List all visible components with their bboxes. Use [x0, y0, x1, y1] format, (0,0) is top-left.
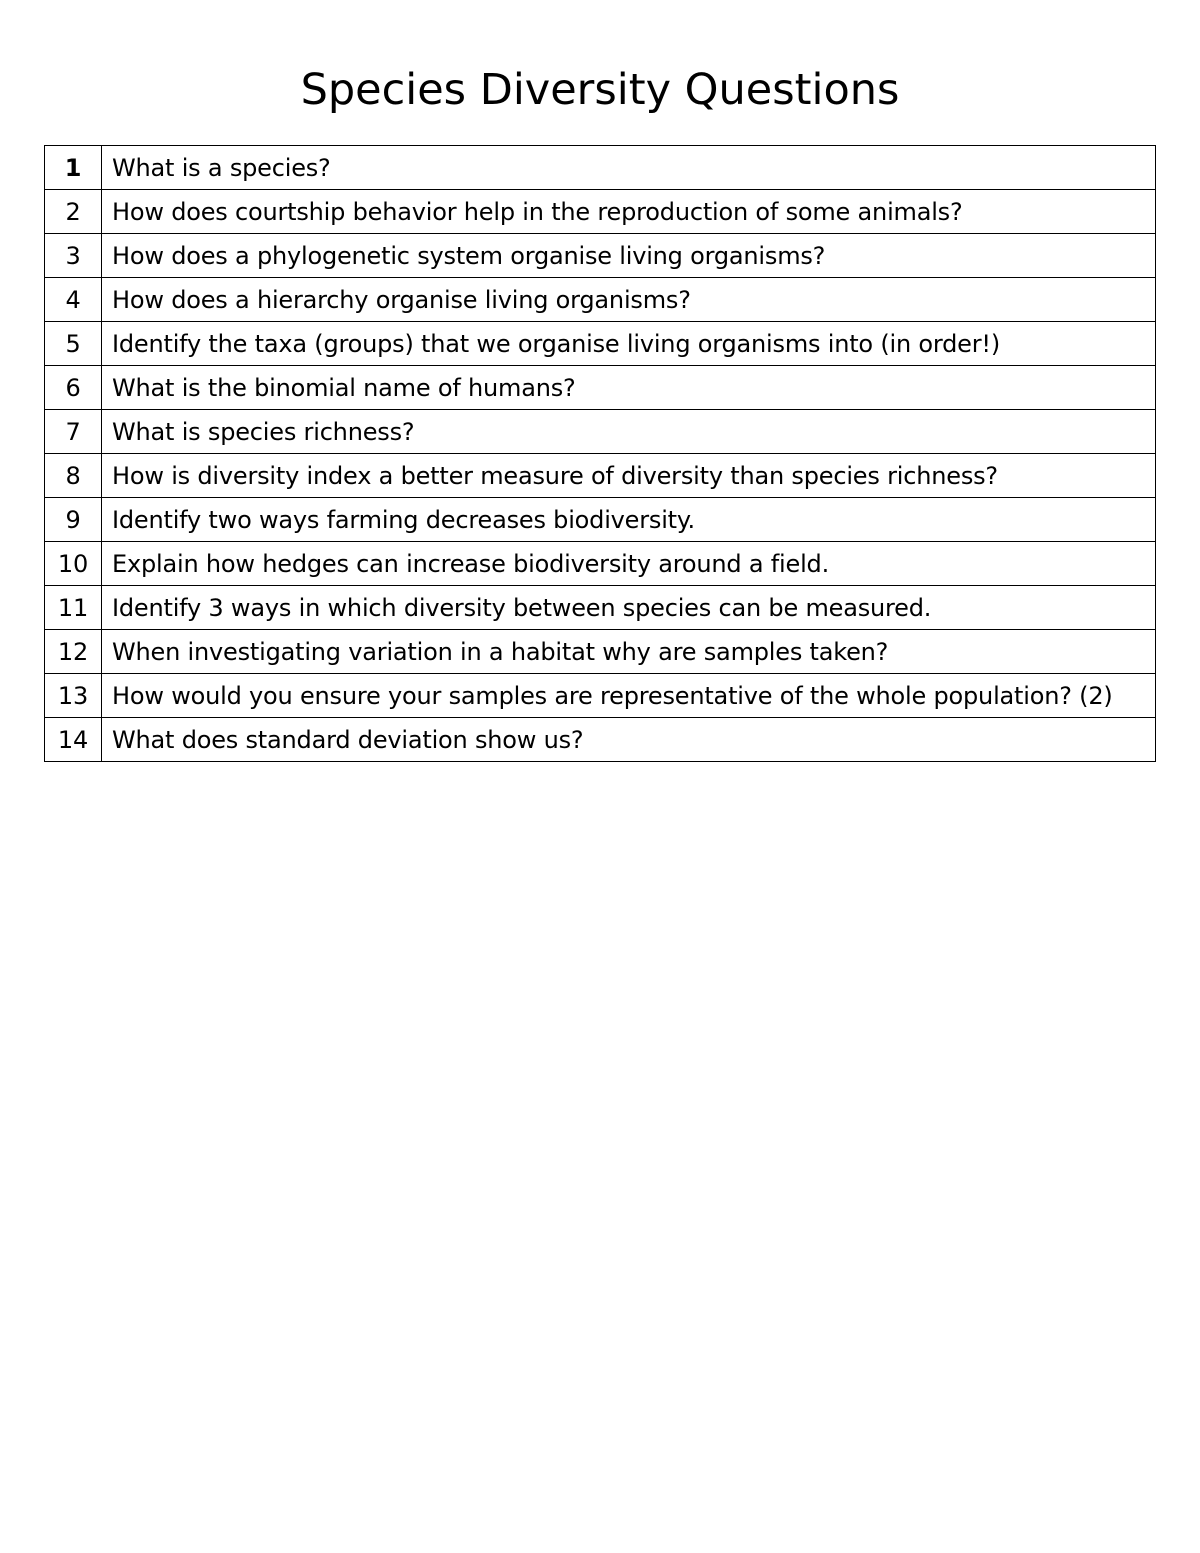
question-number: 7 [45, 410, 102, 454]
question-number: 4 [45, 278, 102, 322]
question-text: Explain how hedges can increase biodiversity around a field. [102, 542, 1156, 586]
table-row [45, 454, 1156, 498]
table-row [45, 146, 1156, 190]
table-row [45, 322, 1156, 366]
table-row [45, 498, 1156, 542]
question-text: How does a hierarchy organise living organisms? [102, 278, 1156, 322]
question-number: 2 [45, 190, 102, 234]
question-text: Identify 3 ways in which diversity between species can be measured. [102, 586, 1156, 630]
table-row [45, 718, 1156, 762]
table-row [45, 278, 1156, 322]
question-text: How would you ensure your samples are representative of the whole population? (2) [102, 674, 1156, 718]
questions-table [44, 145, 1156, 762]
table-row [45, 630, 1156, 674]
question-number: 12 [45, 630, 102, 674]
question-text: What does standard deviation show us? [102, 718, 1156, 762]
question-text: How does courtship behavior help in the reproduction of some animals? [102, 190, 1156, 234]
question-text: How is diversity index a better measure of diversity than species richness? [102, 454, 1156, 498]
question-number: 1 [45, 146, 102, 190]
question-number: 8 [45, 454, 102, 498]
table-row [45, 542, 1156, 586]
table-row [45, 674, 1156, 718]
table-row [45, 586, 1156, 630]
table-row [45, 410, 1156, 454]
question-number: 14 [45, 718, 102, 762]
question-text: Identify the taxa (groups) that we organise living organisms into (in order!) [102, 322, 1156, 366]
question-text: Identify two ways farming decreases biodiversity. [102, 498, 1156, 542]
question-text: What is a species? [102, 146, 1156, 190]
table-row [45, 366, 1156, 410]
page-title: Species Diversity Questions [300, 65, 900, 115]
table-row [45, 234, 1156, 278]
question-number: 13 [45, 674, 102, 718]
question-text: When investigating variation in a habitat why are samples taken? [102, 630, 1156, 674]
question-number: 10 [45, 542, 102, 586]
question-text: How does a phylogenetic system organise living organisms? [102, 234, 1156, 278]
question-number: 5 [45, 322, 102, 366]
question-number: 3 [45, 234, 102, 278]
table-row [45, 190, 1156, 234]
question-text: What is species richness? [102, 410, 1156, 454]
question-number: 9 [45, 498, 102, 542]
question-number: 11 [45, 586, 102, 630]
question-text: What is the binomial name of humans? [102, 366, 1156, 410]
question-number: 6 [45, 366, 102, 410]
